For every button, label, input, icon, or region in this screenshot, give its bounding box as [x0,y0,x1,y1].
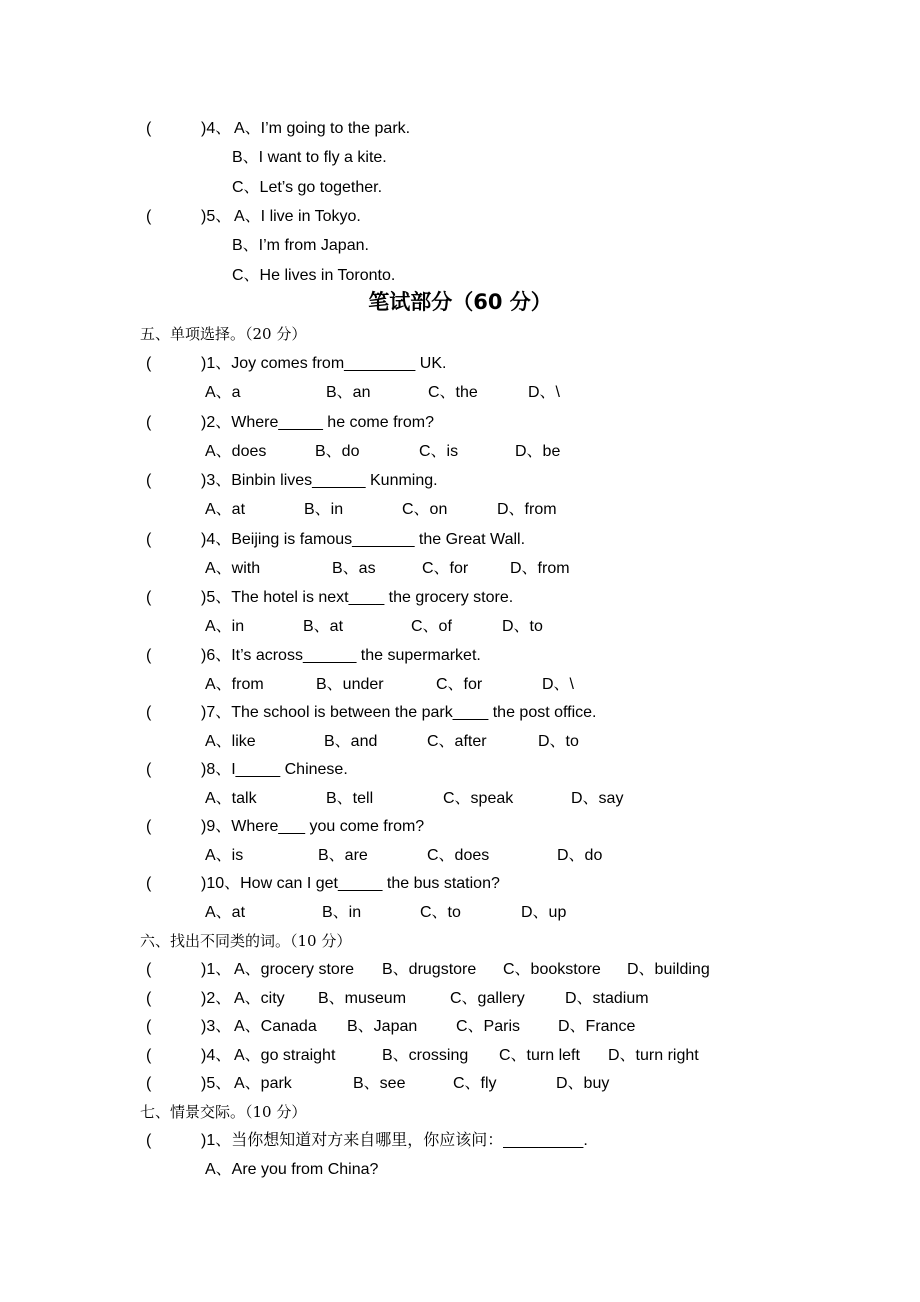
option-c: C、on [402,501,448,518]
question-number: )2、 [201,990,232,1007]
question-text: )10、How can I get_____ the bus station? [201,875,500,892]
option-a: A、Are you from China? [205,1161,379,1178]
question-text: )8、I_____ Chinese. [201,761,348,778]
option-b: B、do [315,443,360,460]
answer-paren: ( [146,1132,152,1149]
option-b: B、drugstore [382,961,477,978]
option-c: C、to [420,904,461,921]
question-number: )4、 [201,120,232,137]
option-d: D、to [502,618,543,635]
question-text: )1、当你想知道对方来自哪里，你应该问：_________. [201,1132,588,1149]
section-heading: 五、单项选择。（20 分） [140,325,307,343]
option-d: D、\ [542,676,575,693]
option-b: B、crossing [382,1047,469,1064]
option-c: C、He lives in Toronto. [232,267,396,284]
option-c: C、bookstore [503,961,601,978]
option-c: C、Let’s go together. [232,179,383,196]
option-c: C、gallery [450,990,525,1007]
option-b: B、I want to fly a kite. [232,149,387,166]
answer-paren: ( [146,875,152,892]
question-number: )5、 [201,1075,232,1092]
written-part-title: 笔试部分（60 分） [368,290,552,314]
option-a: A、I’m going to the park. [234,120,411,137]
question-text: )3、Binbin lives______ Kunming. [201,472,438,489]
question-number: )1、 [201,961,232,978]
answer-paren: ( [146,704,152,721]
option-a: A、with [205,560,261,577]
option-d: D、stadium [565,990,649,1007]
option-c: C、for [436,676,483,693]
option-c: C、for [422,560,469,577]
option-b: B、under [316,676,384,693]
answer-paren: ( [146,531,152,548]
option-a: A、I live in Tokyo. [234,208,361,225]
answer-paren: ( [146,355,152,372]
answer-paren: ( [146,1075,152,1092]
option-c: C、is [419,443,459,460]
option-a: A、Canada [234,1018,317,1035]
option-c: C、after [427,733,487,750]
option-a: A、park [234,1075,292,1092]
option-a: A、grocery store [234,961,355,978]
option-c: C、Paris [456,1018,521,1035]
option-b: B、in [304,501,344,518]
section-heading: 七、情景交际。（10 分） [140,1103,307,1121]
option-a: A、like [205,733,256,750]
option-b: B、and [324,733,378,750]
option-d: D、do [557,847,603,864]
option-b: B、see [353,1075,406,1092]
question-text: )4、Beijing is famous_______ the Great Wall. [201,531,526,548]
question-text: )5、The hotel is next____ the grocery store. [201,589,514,606]
option-d: D、buy [556,1075,610,1092]
question-number: )5、 [201,208,232,225]
option-c: C、does [427,847,490,864]
option-a: A、at [205,501,246,518]
answer-paren: ( [146,990,152,1007]
option-d: D、say [571,790,624,807]
answer-paren: ( [146,472,152,489]
option-b: B、tell [326,790,374,807]
option-d: D、up [521,904,567,921]
option-a: A、at [205,904,246,921]
option-b: B、an [326,384,371,401]
option-d: D、turn right [608,1047,699,1064]
option-c: C、of [411,618,452,635]
option-a: A、does [205,443,267,460]
option-c: C、fly [453,1075,497,1092]
answer-paren: ( [146,647,152,664]
answer-paren: ( [146,414,152,431]
option-b: B、in [322,904,362,921]
option-b: B、museum [318,990,407,1007]
option-d: D、from [497,501,557,518]
answer-paren: ( [146,761,152,778]
option-a: A、a [205,384,241,401]
question-text: )6、It’s across______ the supermarket. [201,647,481,664]
option-d: D、be [515,443,561,460]
question-number: )4、 [201,1047,232,1064]
answer-paren: ( [146,1047,152,1064]
option-a: A、in [205,618,245,635]
section-heading: 六、找出不同类的词。（10 分） [140,932,352,950]
question-text: )7、The school is between the park____ the post office. [201,704,597,721]
option-d: D、to [538,733,579,750]
question-text: )2、Where_____ he come from? [201,414,435,431]
option-a: A、from [205,676,264,693]
option-b: B、Japan [347,1018,418,1035]
option-d: D、building [627,961,710,978]
answer-paren: ( [146,120,152,137]
option-d: D、\ [528,384,561,401]
option-b: B、are [318,847,368,864]
option-b: B、as [332,560,376,577]
answer-paren: ( [146,589,152,606]
option-a: A、talk [205,790,257,807]
option-c: C、speak [443,790,514,807]
answer-paren: ( [146,961,152,978]
option-a: A、is [205,847,244,864]
option-a: A、go straight [234,1047,336,1064]
option-b: B、I’m from Japan. [232,237,369,254]
option-a: A、city [234,990,285,1007]
option-c: C、turn left [499,1047,580,1064]
option-d: D、France [558,1018,636,1035]
option-b: B、at [303,618,344,635]
question-text: )1、Joy comes from________ UK. [201,355,447,372]
option-d: D、from [510,560,570,577]
option-c: C、the [428,384,478,401]
answer-paren: ( [146,818,152,835]
answer-paren: ( [146,208,152,225]
answer-paren: ( [146,1018,152,1035]
question-text: )9、Where___ you come from? [201,818,425,835]
question-number: )3、 [201,1018,232,1035]
